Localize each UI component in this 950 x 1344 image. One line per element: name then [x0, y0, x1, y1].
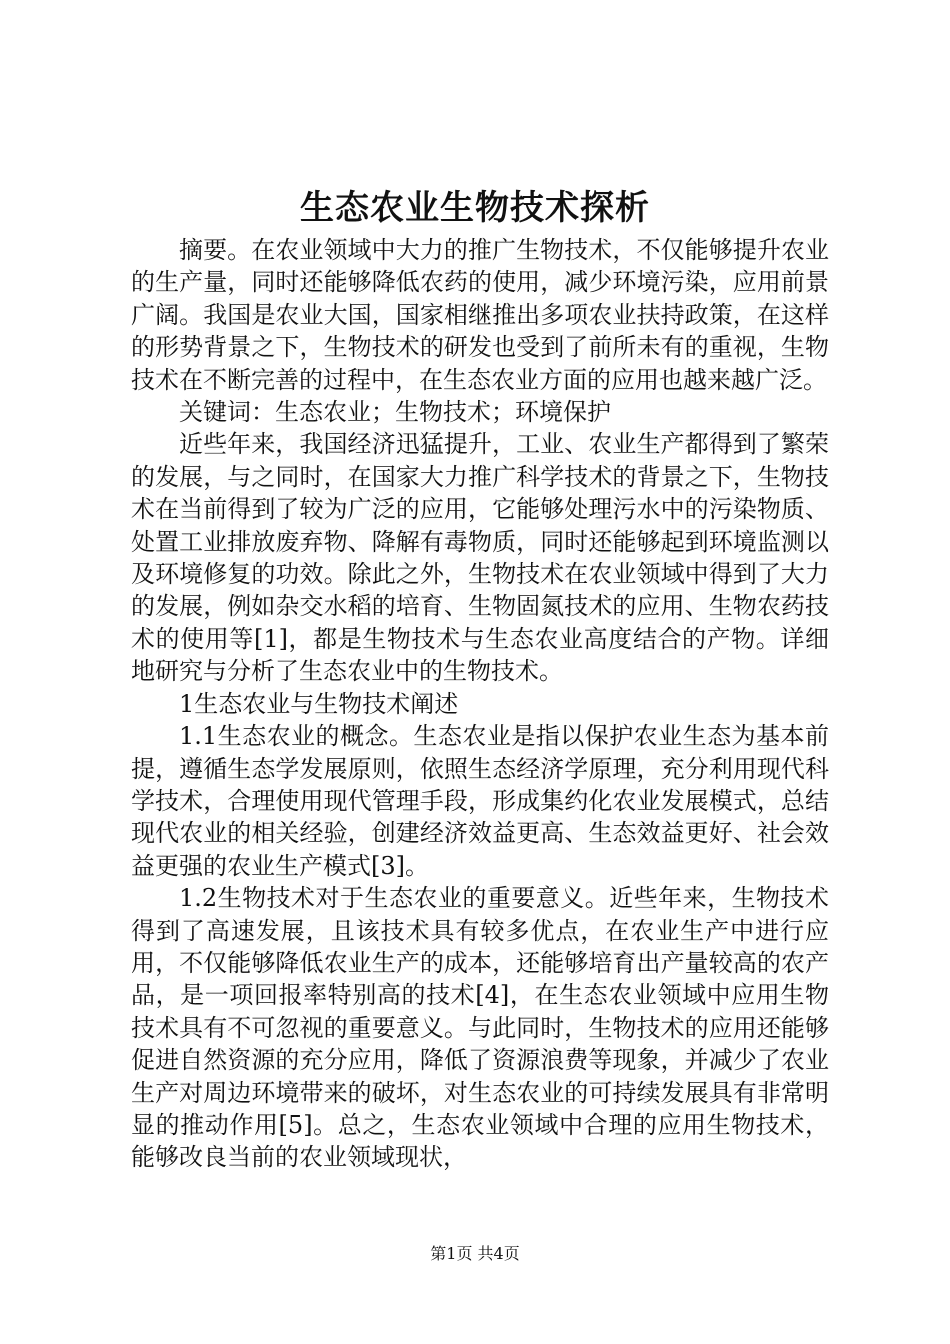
subsection-paragraph-1-1: 1.1生态农业的概念。生态农业是指以保护农业生态为基本前提，遵循生态学发展原则，依照生态经济学原理，充分利用现代科学技术，合理使用现代管理手段，形成集约化农业发展模式，总结现代农业的相关经验，创建经济效益更高、生态效益更好、社会效益更强的农业生产模式[3]。	[131, 722, 829, 880]
subsection-paragraph-1-2: 1.2生物技术对于生态农业的重要意义。近些年来，生物技术得到了高速发展，且该技术具有较多优点，在农业生产中进行应用，不仅能够降低农业生产的成本，还能够培育出产量较高的农产品，是一项回报率特别高的技术[4]，在生态农业领域中应用生物技术具有不可忽视的重要意义。与此同时，生物技术的应用还能够促进自然资源的充分应用，降低了资源浪费等现象，并减少了农业生产对周边环境带来的破坏，对生态农业的可持续发展具有非常明显的推动作用[5]。总之，生态农业领域中合理的应用生物技术，能够改良当前的农业领域现状，	[131, 884, 829, 1172]
section-heading: 1生态农业与生物技术阐述	[179, 689, 459, 718]
intro-paragraph: 近些年来，我国经济迅猛提升，工业、农业生产都得到了繁荣的发展，与之同时，在国家大力推广科学技术的背景之下，生物技术在当前得到了较为广泛的应用，它能够处理污水中的污染物质、处置工业排放废弃物、降解有毒物质，同时还能够起到环境监测以及环境修复的功效。除此之外，生物技术在农业领域中得到了大力的发展，例如杂交水稻的培育、生物固氮技术的应用、生物农药技术的使用等[1]，都是生物技术与生态农业高度结合的产物。详细地研究与分析了生态农业中的生物技术。	[131, 430, 829, 686]
document-body	[131, 234, 829, 1174]
abstract-paragraph: 摘要。在农业领域中大力的推广生物技术，不仅能够提升农业的生产量，同时还能够降低农药的使用，减少环境污染，应用前景广阔。我国是农业大国，国家相继推出多项农业扶持政策，在这样的形势背景之下，生物技术的研发也受到了前所未有的重视，生物技术在不断完善的过程中，在生态农业方面的应用也越来越广泛。	[131, 236, 829, 394]
keywords-paragraph: 关键词：生态农业；生物技术；环境保护	[179, 398, 611, 427]
document-title: 生态农业生物技术探析	[300, 188, 650, 228]
page-footer: 第1页 共4页	[430, 1244, 520, 1263]
